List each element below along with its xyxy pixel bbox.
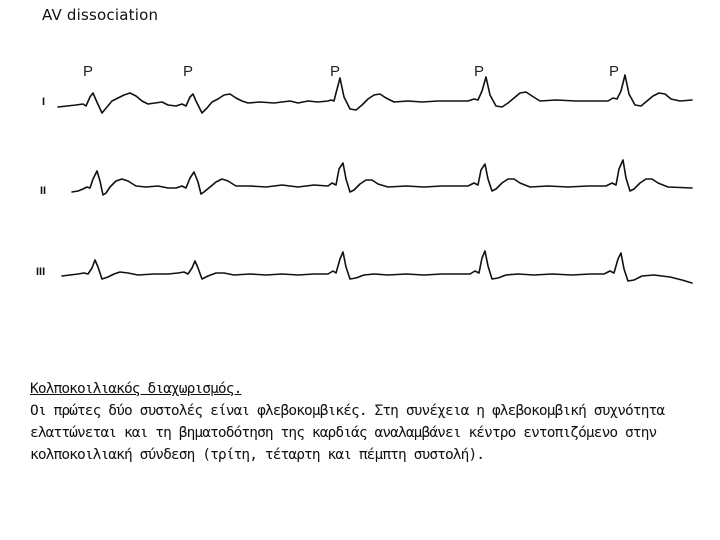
ecg-lead-2-trace — [72, 160, 692, 195]
ecg-lead-1-trace — [58, 75, 692, 113]
p-wave-markers — [83, 63, 619, 80]
lead-label-3: III — [36, 266, 46, 278]
ecg-strip — [28, 55, 698, 305]
caption-heading: Κολποκοιλιακός διαχωρισμός. — [30, 381, 242, 397]
lead-label-2: II — [40, 185, 47, 197]
p-marker-1: P — [83, 63, 94, 80]
caption-body: Οι πρώτες δύο συστολές είναι φλεβοκομβικές. Στη συνέχεια η φλεβοκομβική συχνότητα ελαττώνεται και τη βηματοδότηση της καρδιάς αναλαμβάνει κέντρο εντοπιζόμενο στην κολποκοιλιακή σύνδεση (τρίτη, τέταρτη και πέμπτη συστολή). — [30, 403, 665, 463]
ecg-lead-3-trace — [62, 251, 692, 283]
lead-label-1: I — [42, 96, 46, 108]
p-marker-5: P — [609, 63, 620, 80]
p-marker-4: P — [474, 63, 485, 80]
caption — [30, 378, 690, 466]
p-marker-2: P — [183, 63, 194, 80]
figure-title: AV dissociation — [42, 6, 159, 24]
p-marker-3: P — [330, 63, 341, 80]
